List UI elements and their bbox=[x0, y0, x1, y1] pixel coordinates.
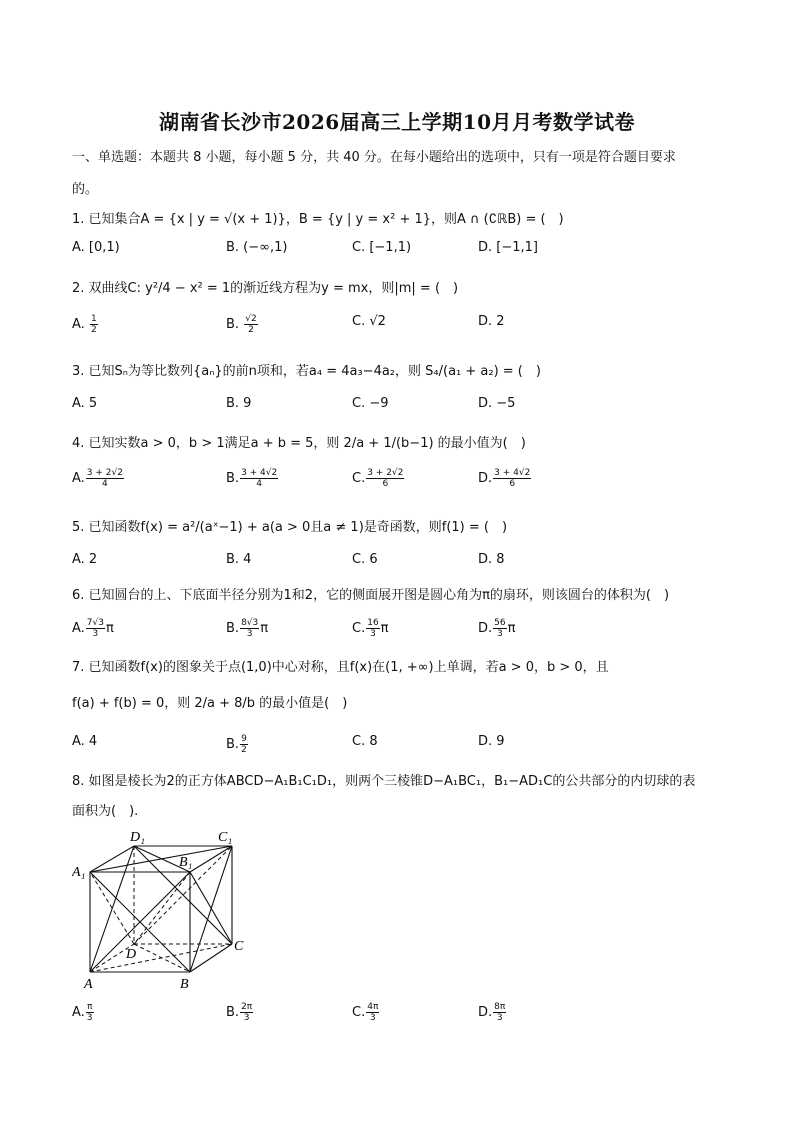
fraction: $\frac{8√3}{3}$ bbox=[241, 618, 259, 639]
option-a: A. 4 bbox=[72, 734, 98, 749]
page-title: 湖南省长沙市2026届高三上学期10月月考数学试卷 bbox=[159, 110, 635, 134]
question-2-stem: 2. 双曲线C: y²/4 − x² = 1的渐近线方程为y = mx，则|m| = ( ) bbox=[72, 281, 459, 296]
section-instructions-line1: 一、单选题：本题共 8 小题，每小题 5 分，共 40 分。在每小题给出的选项中，只有一项是符合题目要求 bbox=[72, 150, 676, 165]
label-a1: A₁ bbox=[72, 865, 86, 880]
fraction: $\frac{√2}{2}$ bbox=[245, 314, 257, 335]
question-6-stem: 6. 已知圆台的上、下底面半径分别为1和2，它的侧面展开图是圆心角为π的扇环，则该圆台的体积为( ) bbox=[72, 588, 670, 603]
option-c: C. $\frac{4\pi}{3}$ bbox=[352, 1002, 379, 1023]
option-b: B. $\frac{3 + 4√2}{4}$ bbox=[226, 468, 278, 489]
fraction: $\frac{9}{2}$ bbox=[241, 734, 247, 755]
option-a: A. $\frac{7√3}{3}$ π bbox=[72, 618, 114, 639]
option-a: A. $\frac{1}{2}$ bbox=[72, 314, 97, 335]
label-b1: B₁ bbox=[179, 855, 193, 870]
option-c: C. −9 bbox=[352, 396, 389, 411]
label-d: D bbox=[126, 947, 137, 962]
option-d: D. $\frac{8\pi}{3}$ bbox=[478, 1002, 506, 1023]
option-c: C. [−1,1) bbox=[352, 240, 412, 255]
question-3-options bbox=[72, 396, 732, 422]
fraction: $\frac{4\pi}{3}$ bbox=[367, 1002, 379, 1023]
fraction: $\frac{3 + 2√2}{6}$ bbox=[367, 468, 404, 489]
question-7-stem-line2: f(a) + f(b) = 0，则 2/a + 8/b 的最小值是( ) bbox=[72, 696, 348, 711]
question-8-stem-line1: 8. 如图是棱长为2的正方体ABCD−A₁B₁C₁D₁，则两个三棱锥D−A₁BC₁，B₁−AD₁C的公共部分的内切球的表 bbox=[72, 774, 696, 789]
fraction: $\frac{\pi}{3}$ bbox=[86, 1002, 93, 1023]
option-b: B. 4 bbox=[226, 552, 252, 567]
fraction: $\frac{16}{3}$ bbox=[367, 618, 379, 639]
option-a: A. $\frac{3 + 2√2}{4}$ bbox=[72, 468, 123, 489]
fraction: $\frac{3 + 2√2}{4}$ bbox=[86, 468, 123, 489]
hidden-diag-b1-d bbox=[134, 872, 190, 944]
option-b: B. $\frac{9}{2}$ bbox=[226, 734, 247, 755]
option-d: D. 2 bbox=[478, 314, 505, 329]
option-a: A. 5 bbox=[72, 396, 98, 411]
option-b: B. $\frac{8√3}{3}$ π bbox=[226, 618, 269, 639]
hidden-diag-d-a1 bbox=[90, 872, 134, 944]
label-a: A bbox=[84, 977, 93, 992]
question-7-stem-line1: 7. 已知函数f(x)的图象关于点(1,0)中心对称，且f(x)在(1, +∞)上单调，若a > 0，b > 0，且 bbox=[72, 660, 609, 675]
fraction: $\frac{3 + 4√2}{4}$ bbox=[241, 468, 278, 489]
option-d: D. 9 bbox=[478, 734, 505, 749]
label-d1: D₁ bbox=[130, 830, 145, 845]
option-d: D. [−1,1] bbox=[478, 240, 538, 255]
section-instructions-line2: 的。 bbox=[72, 182, 99, 197]
option-c: C. $\frac{16}{3}$ π bbox=[352, 618, 389, 639]
option-b: B. $\frac{√2}{2}$ bbox=[226, 314, 257, 335]
fraction: $\frac{8\pi}{3}$ bbox=[494, 1002, 506, 1023]
option-a: A. 2 bbox=[72, 552, 98, 567]
option-a: A. $\frac{\pi}{3}$ bbox=[72, 1002, 93, 1023]
fraction: $\frac{7√3}{3}$ bbox=[86, 618, 104, 639]
option-c: C. 6 bbox=[352, 552, 378, 567]
option-b: B. 9 bbox=[226, 396, 252, 411]
option-d: D. 8 bbox=[478, 552, 505, 567]
option-c: C. $\frac{3 + 2√2}{6}$ bbox=[352, 468, 404, 489]
option-c: C. √2 bbox=[352, 314, 386, 329]
question-7-options bbox=[72, 734, 732, 760]
question-5-options bbox=[72, 552, 732, 578]
fraction: $\frac{1}{2}$ bbox=[90, 314, 97, 335]
option-d: D. $\frac{3 + 4√2}{6}$ bbox=[478, 468, 531, 489]
question-6-options bbox=[72, 618, 732, 644]
option-d: D. −5 bbox=[478, 396, 516, 411]
fraction: $\frac{2\pi}{3}$ bbox=[241, 1002, 253, 1023]
cube-figure bbox=[72, 826, 252, 992]
label-c1: C₁ bbox=[218, 830, 233, 845]
label-b: B bbox=[180, 977, 189, 992]
fraction: $\frac{56}{3}$ bbox=[494, 618, 506, 639]
question-4-options bbox=[72, 468, 732, 494]
question-1-options bbox=[72, 240, 732, 266]
edge-b-c bbox=[190, 944, 232, 972]
fraction: $\frac{3 + 4√2}{6}$ bbox=[494, 468, 531, 489]
label-c: C bbox=[234, 939, 244, 954]
option-b: B. (−∞,1) bbox=[226, 240, 288, 255]
option-c: C. 8 bbox=[352, 734, 378, 749]
option-b: B. $\frac{2\pi}{3}$ bbox=[226, 1002, 253, 1023]
question-4-stem: 4. 已知实数a > 0，b > 1满足a + b = 5，则 2/a + 1/(b−1) 的最小值为( ) bbox=[72, 436, 526, 451]
option-d: D. $\frac{56}{3}$ π bbox=[478, 618, 516, 639]
question-8-options bbox=[72, 1002, 732, 1028]
question-2-options bbox=[72, 314, 732, 340]
question-1-stem: 1. 已知集合A = {x | y = √(x + 1)}，B = {y | y = x² + 1}，则A ∩ (∁ℝB) = ( ) bbox=[72, 212, 564, 227]
question-5-stem: 5. 已知函数f(x) = a²/(aˣ−1) + a(a > 0且a ≠ 1)是奇函数，则f(1) = ( ) bbox=[72, 520, 508, 535]
question-8-stem-line2: 面积为( ). bbox=[72, 804, 139, 819]
option-a: A. [0,1) bbox=[72, 240, 120, 255]
question-3-stem: 3. 已知Sₙ为等比数列{aₙ}的前n项和，若a₄ = 4a₃−4a₂，则 S₄/(a₁ + a₂) = ( ) bbox=[72, 364, 541, 379]
